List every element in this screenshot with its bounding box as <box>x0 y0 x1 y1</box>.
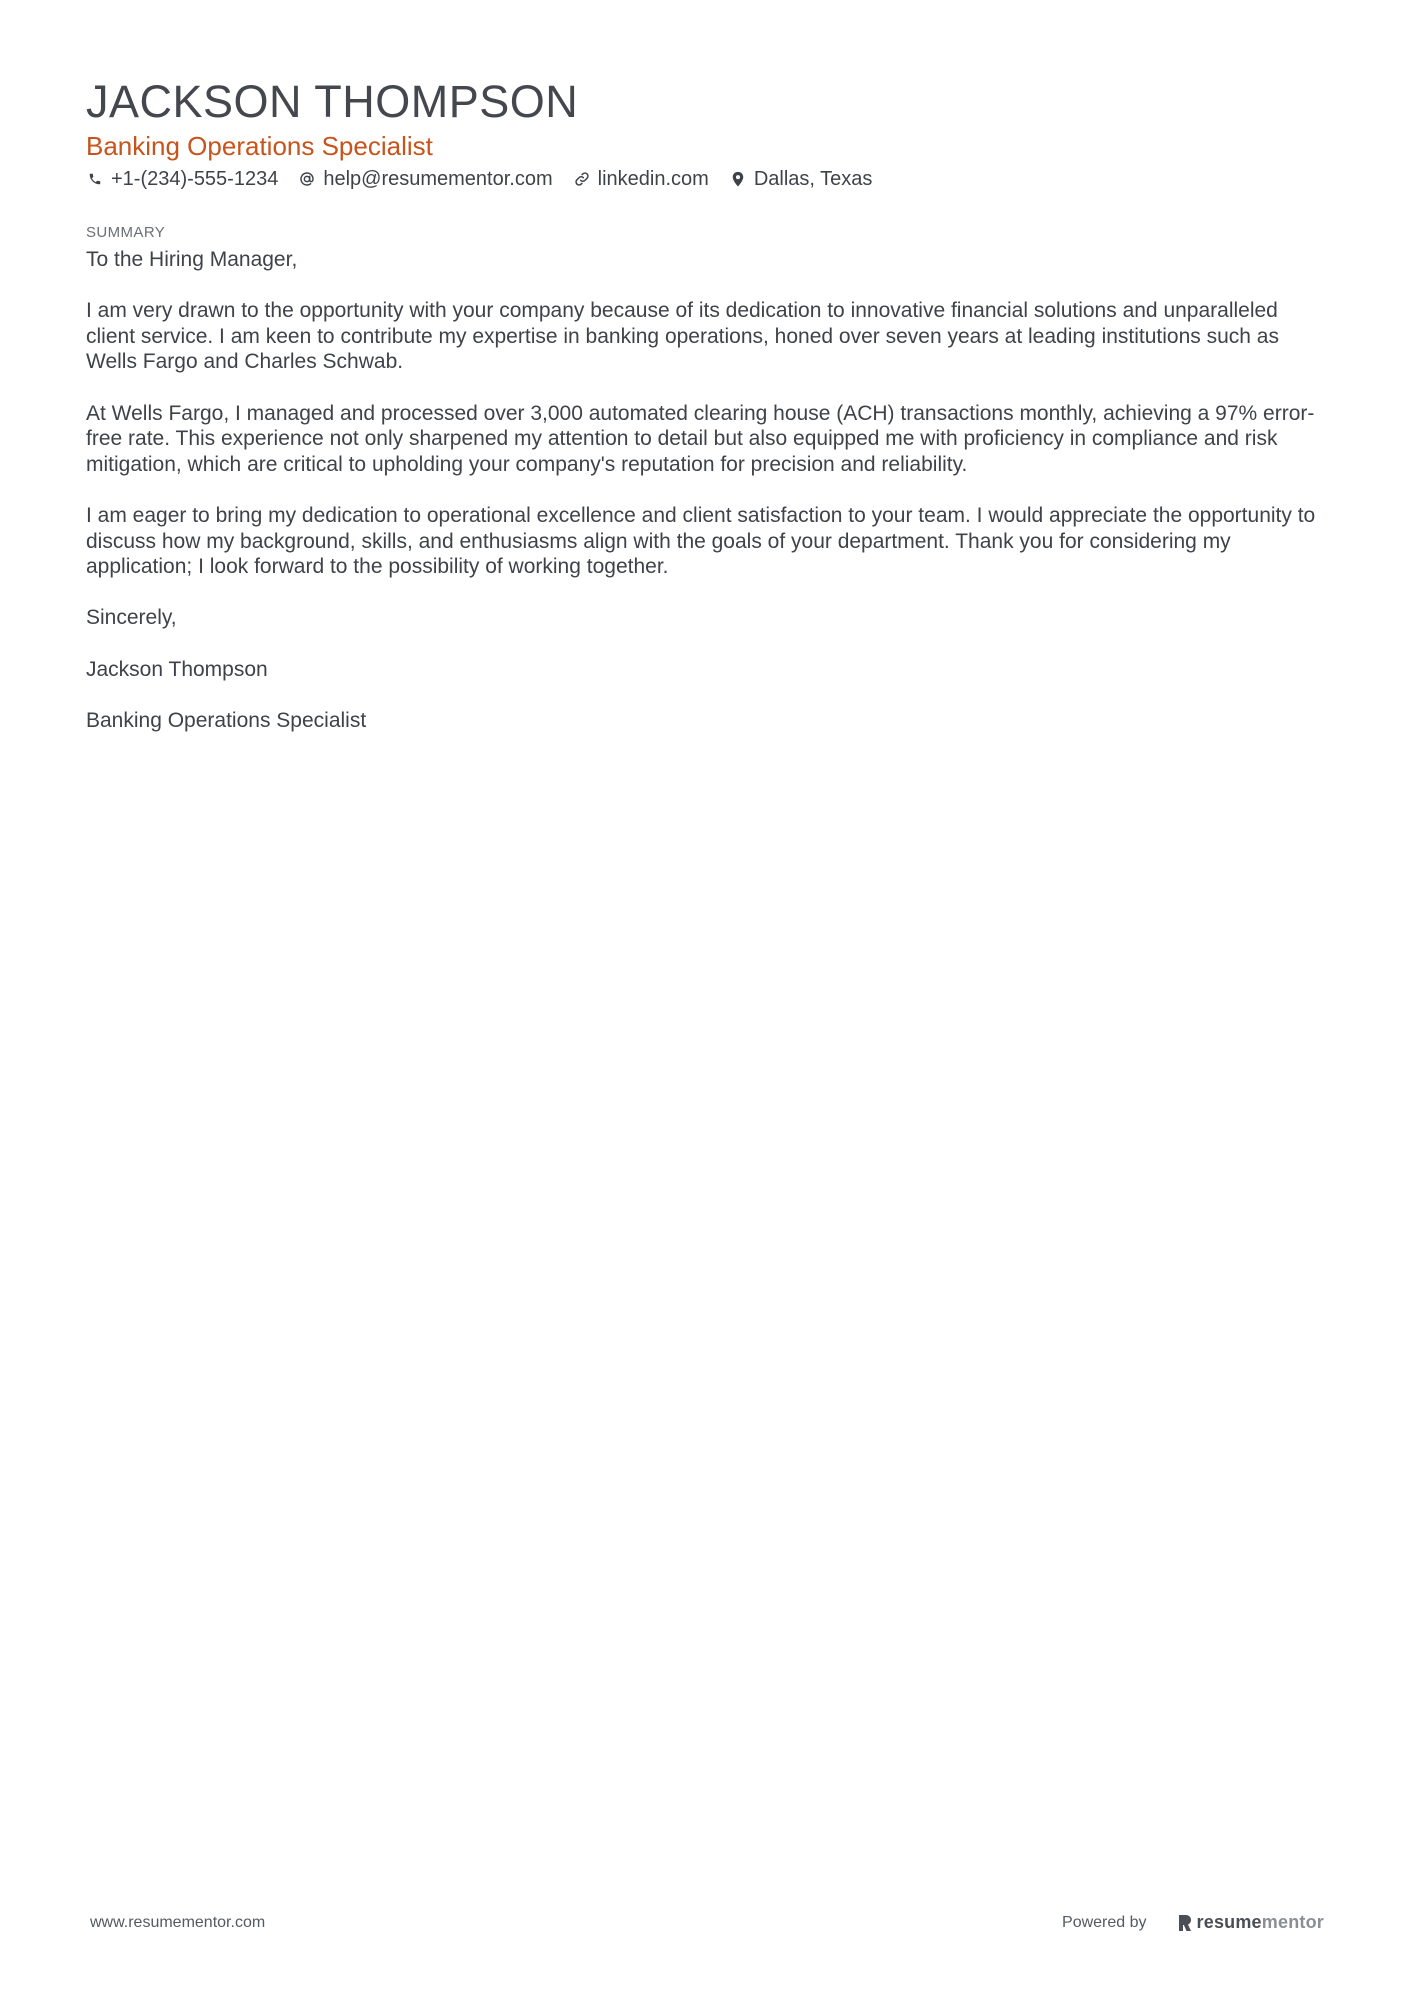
letter-body <box>86 247 1330 733</box>
letter-paragraph: I am eager to bring my dedication to operational excellence and client satisfaction to your team. I would appreciate the opportunity to discuss how my background, skills, and enthusiasms align with the goals of your department. Thank you for considering my application; I look forward to the possibility of working together. <box>86 503 1316 579</box>
location-pin-icon <box>729 170 747 188</box>
letter-greeting: To the Hiring Manager, <box>86 248 298 271</box>
letter-closing: Sincerely, <box>86 606 177 630</box>
cover-letter-page <box>86 76 1330 759</box>
at-icon <box>298 170 316 188</box>
phone-text: +1-(234)-555-1234 <box>111 168 279 190</box>
link-icon <box>573 170 591 188</box>
page-footer <box>90 1912 1324 1933</box>
footer-website-link[interactable]: www.resumementor.com <box>90 1913 266 1931</box>
brand-name-part1: resume <box>1196 1912 1262 1932</box>
contact-row <box>86 165 1330 193</box>
job-title: Banking Operations Specialist <box>86 131 433 161</box>
brand-name-part2: mentor <box>1261 1912 1324 1932</box>
location-text: Dallas, Texas <box>753 168 873 190</box>
letter-paragraph: I am very drawn to the opportunity with your company because of its dedication to innovative financial solutions and unparalleled client service. I am keen to contribute my expertise in banking operations, honed over seven years at leading institutions such as Wells Fargo and Charles Schwab. <box>86 299 1279 374</box>
contact-location <box>729 165 873 193</box>
signature-title: Banking Operations Specialist <box>86 708 367 732</box>
resumementor-logo-icon <box>1177 1913 1193 1933</box>
linkedin-text[interactable]: linkedin.com <box>597 168 709 190</box>
contact-phone <box>86 165 278 193</box>
brand-logo[interactable] <box>1177 1912 1324 1933</box>
letter-paragraph: At Wells Fargo, I managed and processed over 3,000 automated clearing house (ACH) transactions monthly, achieving a 97% error-free rate. This experience not only sharpened my attention to detail but also equipped me with proficiency in compliance and risk mitigation, which are critical to upholding your company's reputation for precision and reliability. <box>86 401 1315 476</box>
signature-name: Jackson Thompson <box>86 657 268 681</box>
section-heading-summary: SUMMARY <box>86 224 166 241</box>
applicant-name: JACKSON THOMPSON <box>86 76 579 127</box>
powered-by-label: Powered by <box>1062 1913 1147 1931</box>
phone-icon <box>86 170 104 188</box>
contact-linkedin[interactable] <box>573 165 709 193</box>
powered-by <box>1062 1912 1324 1933</box>
contact-email[interactable] <box>298 165 552 193</box>
email-text[interactable]: help@resumementor.com <box>323 168 553 190</box>
